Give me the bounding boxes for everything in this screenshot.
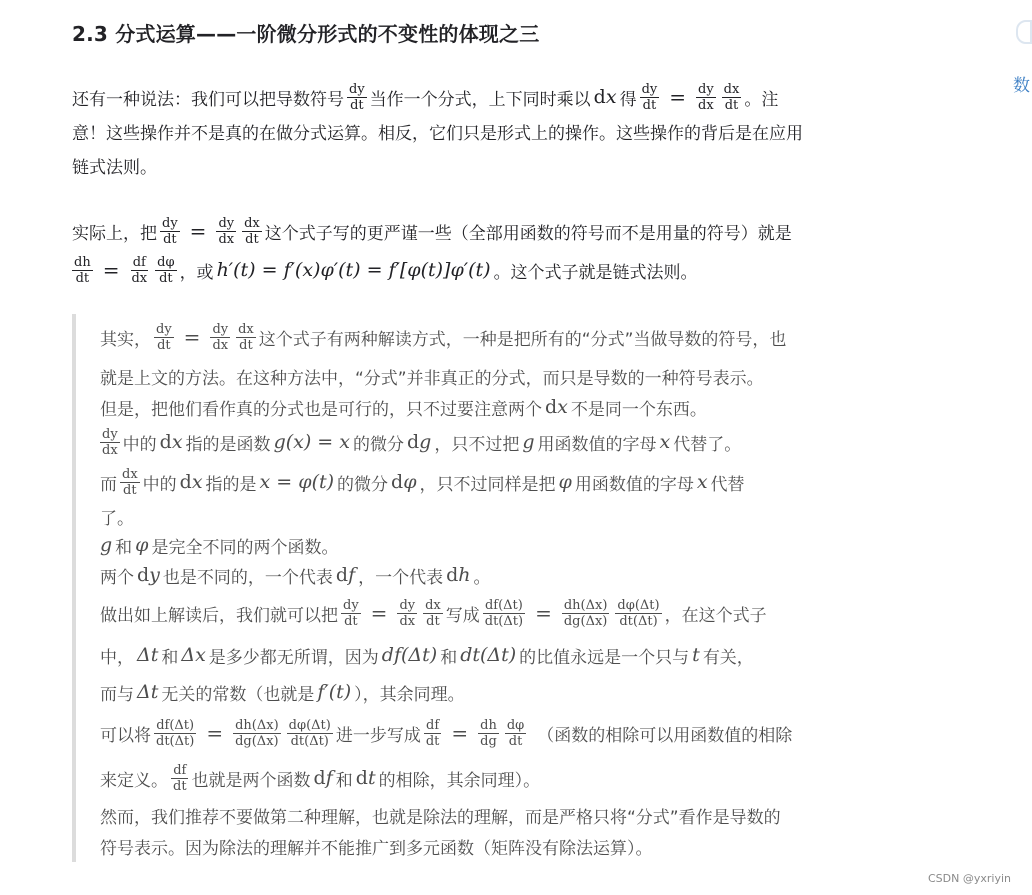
denominator: dt (123, 482, 137, 498)
fraction-dy-dx (100, 427, 120, 458)
text: 还有一种说法：我们可以把导数符号 (72, 89, 344, 110)
text: 指的是 (205, 474, 257, 495)
numerator: dy (343, 597, 359, 613)
chain-rule-formula: h′(t) = f′(x)φ′(t) = f′[φ(t)]φ′(t) (216, 259, 491, 281)
equals-sign: = (102, 258, 120, 282)
fraction-dh-dg-delta-x (233, 718, 281, 749)
text: 。注 (744, 89, 779, 110)
text: 这个式子写的更严谨一些（全部用函数的符号而不是用量的符号）就是 (264, 223, 792, 244)
numerator: dx (122, 466, 138, 482)
blockquote (72, 314, 942, 862)
numerator: df (426, 717, 440, 733)
var-x: x (557, 396, 568, 418)
math-df-delta-t: df(Δt) (381, 644, 438, 666)
math-dx (545, 396, 568, 418)
var-g: g (522, 431, 535, 453)
var-x: x (171, 431, 183, 453)
fraction-dphi-dt (505, 718, 526, 749)
fraction-df-dt (171, 763, 189, 794)
denominator: dx (698, 97, 714, 113)
math-dt-delta-t: dt(Δt) (460, 644, 517, 666)
q-line-3 (100, 392, 940, 422)
fraction-dh-dt (72, 255, 93, 286)
q-line-11 (100, 674, 940, 710)
var-g: g (100, 534, 113, 556)
p2-line-1 (72, 212, 942, 250)
denominator: dt (163, 231, 177, 247)
denominator: dt (724, 97, 739, 113)
fraction-dy-dx (210, 322, 230, 353)
fraction-df-delta-t (154, 718, 196, 749)
text: ，一个代表 (358, 567, 444, 588)
text: 而与 (100, 684, 134, 705)
text: ，只不过把 (434, 434, 520, 455)
q-line-7 (100, 530, 940, 560)
denominator: dt (173, 778, 187, 794)
fraction-dy-dx (696, 82, 716, 113)
fraction-dh-dg (478, 718, 499, 749)
denominator: dt (642, 97, 657, 113)
math-dx (160, 431, 183, 453)
text: 不是同一个东西。 (570, 399, 707, 420)
numerator: dh (74, 254, 91, 270)
math-dx (180, 471, 203, 493)
var-phi: φ (558, 471, 572, 493)
text: 可以将 (100, 725, 151, 746)
numerator: dφ (157, 254, 175, 270)
math-dt: d t (355, 767, 376, 789)
fraction-dphi-delta-t (615, 598, 661, 629)
text: 用函数值的字母 (574, 474, 694, 495)
q-line-1 (100, 314, 940, 360)
q-line-6: 了。 (100, 508, 134, 529)
fraction-dy-dt (347, 82, 367, 113)
var-x: x (659, 431, 671, 453)
fraction-dy-dt (341, 598, 361, 629)
text: 中的 (122, 434, 157, 455)
fraction-dx-dt (242, 216, 262, 247)
denominator: dt (157, 337, 171, 353)
var-t: t (692, 644, 700, 666)
text: 其实， (100, 329, 151, 350)
text: 的微分 (352, 434, 404, 455)
equals-sign: = (535, 601, 552, 625)
numerator: dy (156, 321, 172, 337)
math-g-of-x: g(x) = x (273, 431, 350, 453)
side-toolbar-tab[interactable] (1016, 20, 1032, 44)
denominator: dg(Δx) (235, 733, 279, 749)
fraction-dh-dg-delta-x (562, 598, 610, 629)
numerator: dx (723, 81, 740, 97)
text: 指的是函数 (185, 434, 271, 455)
numerator: dy (162, 215, 178, 231)
denominator: dt(Δt) (619, 613, 658, 629)
text: ，只不过同样是把 (419, 474, 556, 495)
text: 来定义。 (100, 770, 168, 791)
denominator: dt(Δt) (156, 733, 195, 749)
var-phi: φ (135, 534, 149, 556)
denominator: dg(Δx) (563, 613, 608, 629)
d: d (406, 431, 420, 453)
fraction-dy-dt (154, 322, 174, 353)
numerator: df(Δt) (156, 717, 195, 733)
text: （函数的相除可以用函数值的相除 (537, 725, 793, 746)
numerator: dh(Δx) (563, 597, 608, 613)
text: 而 (100, 474, 117, 495)
numerator: dy (349, 81, 365, 97)
p2-line-2 (72, 250, 942, 290)
text: 和 (115, 537, 133, 558)
var-x: x (605, 86, 617, 108)
blockquote-text (100, 314, 940, 862)
math-dphi (391, 471, 416, 493)
denominator: dx (102, 442, 118, 458)
denominator: dx (131, 270, 148, 286)
text: 代替 (710, 474, 745, 495)
equals-sign: = (669, 85, 686, 109)
text: 的相除，其余同理）。 (378, 770, 541, 791)
text: 进一步写成 (335, 725, 421, 746)
var-x: x (696, 471, 708, 493)
text: 这个式子有两种解读方式，一种是把所有的“分式”当做导数的符号，也 (258, 329, 787, 350)
text: ，在这个式子 (664, 605, 767, 626)
denominator: dx (399, 613, 416, 629)
q-line-5 (100, 462, 940, 502)
text: 代替了。 (673, 434, 742, 455)
d: d (593, 86, 606, 108)
fraction-dphi-dt (155, 255, 176, 286)
q-line-10 (100, 636, 940, 674)
d: d (446, 564, 459, 586)
numerator: dy (641, 81, 658, 97)
q-line-14: 然而，我们推荐不要做第二种理解，也就是除法的理解，而是严格只将“分式”看作是导数的 (100, 807, 781, 828)
text: 两个 (100, 567, 134, 588)
csdn-watermark: CSDN @yxriyin (928, 872, 1011, 885)
section-heading: 2.3 分式运算——一阶微分形式的不变性的体现之三 (72, 22, 540, 46)
numerator: dy (102, 426, 118, 442)
fraction-dy-dx (216, 216, 236, 247)
text: 中的 (142, 474, 177, 495)
text: 但是，把他们看作真的分式也是可行的，只不过要注意两个 (100, 399, 542, 420)
fraction-dx-dt (120, 467, 140, 498)
d: d (137, 564, 150, 586)
text: 无关的常数（也就是 (161, 684, 315, 705)
math-f-prime-t: f′(t) (317, 681, 352, 703)
numerator: dx (425, 597, 441, 613)
denominator: dx (212, 337, 229, 353)
text: 也是不同的，一个代表 (162, 567, 333, 588)
text: 。这个式子就是链式法则。 (493, 262, 698, 283)
math-delta-t: Δt (137, 681, 159, 703)
text: 的微分 (337, 474, 389, 495)
math-dy: d y (137, 564, 160, 586)
fraction-dy-dt (160, 216, 180, 247)
fraction-dy-dx (397, 598, 417, 629)
denominator: dx (218, 231, 235, 247)
denominator: dt (75, 270, 90, 286)
numerator: df (132, 254, 146, 270)
text: 用函数值的字母 (537, 434, 657, 455)
side-directory-link[interactable]: 数 (1013, 76, 1030, 96)
math-x-eq-phi-t: x = φ(t) (259, 471, 335, 493)
d: d (179, 471, 192, 493)
denominator: dg (480, 733, 497, 749)
numerator: dx (238, 321, 254, 337)
denominator: dt(Δt) (290, 733, 329, 749)
text: 和 (161, 647, 179, 668)
numerator: dh (480, 717, 497, 733)
q-line-12 (100, 710, 940, 756)
numerator: dφ (506, 717, 525, 733)
equals-sign: = (451, 721, 469, 745)
q-line-8 (100, 560, 940, 590)
denominator: dt (344, 613, 358, 629)
text: 是多少都无所谓，因为 (208, 647, 379, 668)
var-phi: φ (403, 471, 417, 493)
fraction-dx-dt (722, 82, 742, 113)
fraction-dx-dt (423, 598, 443, 629)
numerator: dh(Δx) (235, 717, 279, 733)
denominator: dt (350, 97, 364, 113)
equals-sign: = (206, 721, 224, 745)
text: 是完全不同的两个函数。 (151, 537, 339, 558)
numerator: dx (244, 215, 260, 231)
fraction-dy-dt (640, 82, 660, 113)
denominator: dt (425, 733, 440, 749)
fraction-dphi-delta-t (287, 718, 333, 749)
text: ），其余同理。 (354, 684, 465, 705)
paragraph-1 (72, 80, 942, 182)
text: 写成 (445, 605, 480, 626)
q-line-2: 就是上文的方法。在这种方法中，“分式”并非真正的分式，而只是导数的一种符号表示。 (100, 368, 764, 389)
fraction-df-delta-t (483, 598, 525, 629)
p1-line-2: 意！这些操作并不是真的在做分式运算。相反，它们只是形式上的操作。这些操作的背后是在应用 (72, 123, 803, 144)
math-dg (407, 431, 431, 453)
math-df: d f (335, 564, 356, 586)
math-df: d f (313, 767, 333, 789)
numerator: dy (212, 321, 229, 337)
numerator: df(Δt) (484, 597, 523, 613)
d: d (391, 471, 404, 493)
text: 中， (100, 647, 134, 668)
fraction-df-dt (424, 718, 442, 749)
p1-line-3: 链式法则。 (72, 157, 157, 178)
fraction-dx-dt (236, 322, 256, 353)
q-line-15: 符号表示。因为除法的理解并不能推广到多元函数（矩阵没有除法运算）。 (100, 838, 653, 859)
equals-sign: = (183, 325, 201, 349)
text: 和 (440, 647, 458, 668)
paragraph-2 (72, 212, 942, 290)
text: 。 (473, 567, 491, 588)
denominator: dt (239, 337, 253, 353)
d: d (355, 767, 368, 789)
math-delta-t: Δt (137, 644, 159, 666)
text: 实际上，把 (72, 223, 157, 244)
d: d (159, 431, 172, 453)
numerator: df (173, 762, 187, 778)
denominator: dt (426, 613, 440, 629)
denominator: dt (159, 270, 173, 286)
text: 和 (335, 770, 353, 791)
math-dx (594, 86, 617, 108)
denominator: dt(Δt) (484, 613, 524, 629)
q-line-9 (100, 590, 940, 636)
var-g: g (419, 431, 432, 453)
var-x: x (191, 471, 203, 493)
d: d (335, 564, 349, 586)
denominator: dt (245, 231, 259, 247)
numerator: dφ(Δt) (288, 717, 331, 733)
numerator: dy (698, 81, 714, 97)
numerator: dy (218, 215, 235, 231)
math-delta-x: Δx (181, 644, 206, 666)
text: 得 (619, 89, 637, 110)
d: d (545, 396, 558, 418)
text: 当作一个分式，上下同时乘以 (369, 89, 591, 110)
equals-sign: = (189, 219, 207, 243)
fraction-df-dx (129, 255, 149, 286)
q-line-4 (100, 422, 940, 462)
text: ，或 (179, 262, 214, 283)
q-line-13 (100, 756, 940, 800)
equals-sign: = (370, 601, 388, 625)
p1-line-1 (72, 80, 942, 114)
text: 做出如上解读后，我们就可以把 (100, 605, 338, 626)
text: 也就是两个函数 (191, 770, 311, 791)
text: 有关， (702, 647, 754, 668)
denominator: dt (508, 733, 523, 749)
math-dh: d h (446, 564, 471, 586)
text: 的比值永远是一个只与 (519, 647, 690, 668)
numerator: dy (399, 597, 416, 613)
d: d (313, 767, 326, 789)
numerator: dφ(Δt) (617, 597, 660, 613)
